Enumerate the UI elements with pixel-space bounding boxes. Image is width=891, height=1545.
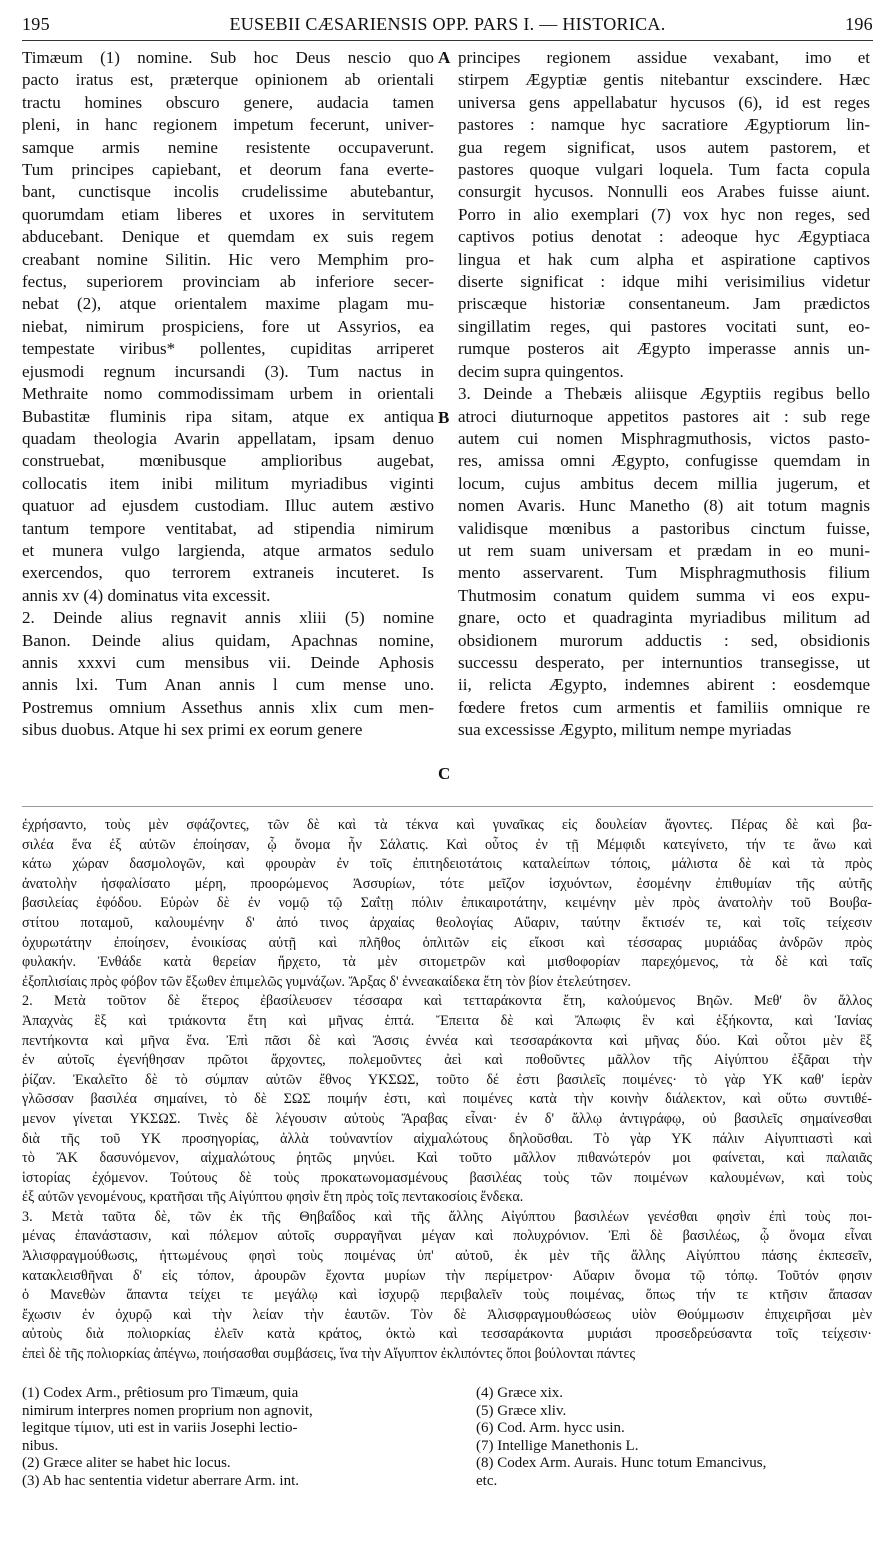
header-rule <box>22 40 873 41</box>
latin-text-line: Banon. Deinde alius quidam, Apachnas nomine, <box>22 630 434 650</box>
footnote-line: (4) Græce xix. <box>476 1385 564 1401</box>
latin-text-line: Timæum (1) nomine. Sub hoc Deus nescio quo <box>22 48 434 67</box>
page-number-right: 196 <box>845 13 873 34</box>
latin-text-line: pastores : namque hyc sacratiore Ægyptiorum lin- <box>458 115 870 135</box>
latin-text-line: obsidionem murorum adductis : sed, obsidionis <box>458 630 870 650</box>
latin-text-line: quatuor ad ejusdem custodiam. Illuc autem æstivo <box>22 496 434 516</box>
latin-text-line: sibus duobus. Atque hi sex primi ex eorum genere <box>22 720 363 740</box>
latin-text-line: Methraite nomo commodissimam urbem in orientali <box>22 384 434 404</box>
latin-text-line: nebat (2), atque orientalem maxime plagam mu- <box>22 294 434 314</box>
footnote-line: (7) Intellige Manethonis L. <box>476 1437 639 1454</box>
greek-text-line: τὸ ἌΚ δασυνόμενον, αἰχμαλώτους ῥητῶς μηνύει. Καὶ τοῦτο μᾶλλον πιθανώτερόν μοι φαίνεται, καὶ παλαιᾶς <box>22 1150 872 1167</box>
latin-text-line: pleni, in hanc regionem impetum fecerunt, univer- <box>22 115 434 135</box>
greek-text-line: γλῶσσαν βασιλέα σημαίνει, τὸ δὲ ΣΩΣ ποιμήν ἐστι, καὶ ποιμένες κατὰ τὴν κοινὴν διάλεκτον, καὶ οὕτω συντιθέ- <box>22 1091 872 1108</box>
latin-text-line: Porro in alio exemplari (7) vox hyc non reges, sed <box>458 204 870 224</box>
latin-text-line: ut rem suam universam et prædam in eo muni- <box>458 540 870 560</box>
greek-text-line: 2. Μετὰ τοῦτον δὲ ἕτερος ἐβασίλευσεν τέσσαρα καὶ τετταράκοντα ἔτη, καλούμενος Βηῶν. Μεθ' ὃν ἄλλος <box>22 993 872 1010</box>
latin-text-line: pastores quoque vulgari loquela. Tum facta copula <box>458 160 870 180</box>
latin-text-line: rumque posteros ait Ægypto imperasse annis un- <box>458 339 870 359</box>
greek-text-line: ἱστορίας ἐχόμενον. Τούτους δὲ τοὺς προκατωνομασμένους βασιλέας τοὺς τῶν ποιμένων καλουμένων, καὶ τοὺς <box>22 1169 872 1186</box>
latin-text-line: singillatim reges, qui pastores vocitati sunt, eo- <box>458 316 870 336</box>
footnote-line: (2) Græce aliter se habet hic locus. <box>22 1455 231 1472</box>
greek-text-line: πεντήκοντα καὶ μῆνα ἕνα. Ἐπὶ πᾶσι δὲ καὶ Ἄσσις ἐννέα καὶ τεσσαράκοντα καὶ μῆνας δύο. Καὶ οὗτοι μὲν ἓξ <box>22 1032 872 1049</box>
greek-text-line: ὁ Μανεθὼν ἅπαντα τείχει τε μεγάλῳ καὶ ἰσχυρῷ περιβαλεῖν τοὺς ποιμένας, ὅπως τήν τε κτῆσιν ἅπασαν <box>22 1287 872 1304</box>
latin-text-line: Thutmosim conatum quidem summa vi eos expu- <box>458 585 870 605</box>
latin-text-line: et munera vulgo largienda, atque armatos sedulo <box>22 540 434 560</box>
latin-text-line: abducebant. Denique et quemdam ex suis regem <box>22 227 434 247</box>
latin-text-line: Bubastitæ fluminis ripa sitam, atque ex antiqua <box>22 406 434 426</box>
greek-text-line: ῥίζαν. Ἐκαλεῖτο δὲ τὸ σύμπαν αὐτῶν ἔθνος ΥΚΣΩΣ, τοῦτο δέ ἐστι βασιλεῖς ποιμένες· τὸ γὰρ ΥΚ καθ' ἱερὰν <box>22 1071 872 1088</box>
latin-text-line: lingua et hak cum alpha et aspiratione captivos <box>458 249 870 269</box>
latin-text-line: captivos potius denotat : adeoque hyc Ægyptiaca <box>458 227 870 247</box>
greek-text-line: στίτου ποταμοῦ, καλουμένην δ' ἀπό τινος ἀρχαίας θεολογίας Αὔαριν, ταύτην ἔκτισέν τε, καὶ τοῖς τείχεσιν <box>22 914 872 931</box>
section-marker-b: B <box>438 408 450 427</box>
latin-text-line: annis lxi. Tum Anan annis l cum mense uno. <box>22 675 434 695</box>
latin-column-left <box>22 47 434 742</box>
latin-text-line: autem cui nomen Misphragmuthosis, victos pasto- <box>458 428 870 448</box>
greek-text-line: ἐχρήσαντο, τοὺς μὲν σφάζοντες, τῶν δὲ καὶ τὰ τέκνα καὶ γυναῖκας εἰς δουλείαν ἄγοντες. Πέρας δὲ καὶ βα- <box>22 817 872 833</box>
latin-text-line: exercendos, quo terrorem extraneis incuteret. Is <box>22 563 434 583</box>
greek-text-line: βασιλείας ἐφόδου. Εὑρὼν δὲ ἐν νομῷ τῷ Σαΐτῃ πόλιν ἐπικαιροτάτην, κειμένην μὲν πρὸς ἀνατολὴν τοῦ Βουβα- <box>22 895 872 912</box>
latin-text-line: Tum principes capiebant, et deorum fana everte- <box>22 160 434 180</box>
section-separator <box>22 806 873 807</box>
footnote-line: etc. <box>476 1472 498 1489</box>
latin-text-line: quadam theologia Avarin appellatam, ipsam denuo <box>22 428 434 448</box>
latin-column-right <box>458 47 870 742</box>
latin-text-line: tempestate viribus* pollentes, cupiditas arriperet <box>22 339 434 359</box>
latin-text-line: principes regionem assidue vexabant, imo et <box>458 48 870 67</box>
latin-text-line: bant, cunctisque incolis crudelissime abutebantur, <box>22 182 434 202</box>
greek-text-line: κατακλεισθῆναι δ' εἰς τόπον, ἀρουρῶν ἔχοντα μυρίων τὴν περίμετρον· Αὔαριν ὄνομα τῷ τόπῳ. Τοῦτόν φησιν <box>22 1267 872 1284</box>
latin-text-line: validisque mœnibus a pastoribus cinctum fuisse, <box>458 518 870 538</box>
latin-text-line: fœdere fretos cum armentis et familiis omnique re <box>458 697 870 717</box>
latin-text-line: mento asservarent. Tum Misphragmuthosis filium <box>458 563 870 583</box>
latin-text-line: ii, relicta Ægypto, indemnes abirent : eosdemque <box>458 675 870 695</box>
latin-text-line: creabant nomine Silitin. Hic vero Memphim pro- <box>22 249 434 269</box>
page-number-left: 195 <box>22 13 50 34</box>
footnote-line: (8) Codex Arm. Aurais. Hunc totum Emancivus, <box>476 1455 767 1472</box>
latin-text-line: samque armis nemine resistente occupaverunt. <box>22 137 434 157</box>
footnote-line: nimirum interpres nomen proprium non agnovit, <box>22 1402 313 1419</box>
footnote-line: (1) Codex Arm., prêtiosum pro Timæum, quia <box>22 1385 299 1401</box>
footnote-line: (6) Cod. Arm. hycc usin. <box>476 1420 625 1437</box>
greek-text-block <box>22 816 872 1365</box>
latin-text-line: pacto iratus est, præterque opinionem ab orientali <box>22 70 434 90</box>
latin-text-line: niebat, nimirum prospiciens, fore ut Assyrios, ea <box>22 316 434 336</box>
latin-text-line: annis xxxvi cum mensibus vii. Deinde Aphosis <box>22 652 434 672</box>
footnotes-left <box>22 1385 442 1491</box>
footnote-line: (5) Græce xliv. <box>476 1402 567 1419</box>
latin-text-line: sua excessisse Ægypto, militum nempe myriadas <box>458 720 792 740</box>
latin-text-line: nomen Avaris. Hunc Manetho (8) ait totum magnis <box>458 496 870 516</box>
greek-text-line: μενον γίνεται ΥΚΣΩΣ. Τινὲς δὲ λέγουσιν αὐτοὺς Ἄραβας εἶναι· ἐν δ' ἄλλῳ ἀντιγράφῳ, οὐ βασιλεῖς σημαίνεσθαι <box>22 1110 872 1127</box>
greek-text-line: Ἀλισφραγμούθωσις, ἡττωμένους φησὶ τοὺς ποιμένας ὑπ' αὐτοῦ, ἐκ μὲν τῆς ἄλλης Αἰγύπτου πάσης ἐκπεσεῖν, <box>22 1248 872 1265</box>
greek-text-line: ἐξοπλισίαις πρὸς φόβον τῶν ἔξωθεν ἐπιμελῶς γυμνάζων. Ἄρξας δ' ἐννεακαίδεκα ἔτη τὸν βίον ἐτελεύτησεν. <box>22 973 631 990</box>
latin-text-line: quorumdam etiam liberes et uxores in servitutem <box>22 204 434 224</box>
latin-text-line: gnare, octo et quadraginta myriadibus militum ad <box>458 608 870 628</box>
latin-text-line: res, amissa omni Ægypto, confugisse quemdam in <box>458 451 870 471</box>
greek-text-line: σιλέα ἕνα ἐξ αὐτῶν ἐποίησαν, ᾧ ὄνομα ἦν Σάλατις. Καὶ οὗτος ἐν τῇ Μέμφιδι κατεγίνετο, τήν τε ἄνω καὶ <box>22 836 872 853</box>
footnote-line: legitque τίμιον, uti est in variis Josephi lectio- <box>22 1420 298 1437</box>
greek-text-line: ἀνατολὴν ἠσφαλίσατο μέρη, προορώμενος Ἀσσυρίων, τότε μεῖζον ἰσχυόντων, ἐσομένην ἐπιθυμίαν τῆς αὐτῆς <box>22 875 872 892</box>
latin-text-line: diserte significat : idque mihi verisimilius videtur <box>458 272 870 292</box>
greek-text-line: ὀχυρωτάτην ἐποίησεν, ἐνοικίσας αὐτῇ καὶ πλῆθος ὁπλιτῶν εἰς εἴκοσι καὶ τέσσαρας μυριάδας ἀνδρῶν πρὸς <box>22 934 872 951</box>
greek-text-line: μένας ἐπανάστασιν, καὶ πόλεμον αὐτοῖς συρραγῆναι μέγαν καὶ πολυχρόνιον. Ἐπὶ δὲ βασιλέως, ᾧ ὄνομα εἶναι <box>22 1228 872 1245</box>
latin-text-line: annis xv (4) dominatus vita excessit. <box>22 585 271 605</box>
greek-text-line: ἐν αὐτοῖς ἐγενήθησαν πρῶτοι ἄρχοντες, πολεμοῦντες ἀεὶ καὶ ποθοῦντες μᾶλλον τῆς Αἰγύπτου ἐξᾶραι τὴν <box>22 1052 872 1069</box>
footnote-line: nibus. <box>22 1437 59 1454</box>
running-title: EUSEBII CÆSARIENSIS OPP. PARS I. — HISTORICA. <box>229 13 666 34</box>
latin-text-line: locum, cujus ambitus decem millia jugerum, et <box>458 473 870 493</box>
section-marker-a: A <box>438 48 451 67</box>
greek-text-line: Ἀπαχνὰς ἓξ καὶ τριάκοντα ἔτη καὶ μῆνας ἑπτά. Ἔπειτα δὲ καὶ Ἄπωφις ἓν καὶ ἑξήκοντα, καὶ Ἰανίας <box>22 1012 872 1029</box>
latin-text-line: tractu homines obscuro genere, audacia tamen <box>22 92 434 112</box>
running-head <box>22 10 873 38</box>
latin-text-line: universa gens appellabatur hycusos (6), id est reges <box>458 92 870 112</box>
footnote-line: (3) Ab hac sententia videtur aberrare Arm. int. <box>22 1472 299 1489</box>
latin-text-line: stirpem Ægyptiæ gentis nitebantur exscindere. Hæc <box>458 70 870 90</box>
latin-text-line: collocatis item inibi militum myriadibus viginti <box>22 473 434 493</box>
greek-text-line: διὰ τῆς τοῦ ΥΚ προσηγορίας, ἀλλὰ τοὐναντίον αἰχμαλώτους δηλοῦσθαι. Τὸ γὰρ ΥΚ πάλιν Αἰγυπτιαστὶ καὶ <box>22 1130 872 1147</box>
latin-text-line: gua regem significat, usos autem pastorem, et <box>458 137 870 157</box>
latin-text-line: construebat, mœnibusque amplioribus augebat, <box>22 451 434 471</box>
greek-text-line: 3. Μετὰ ταῦτα δὲ, τῶν ἐκ τῆς Θηβαΐδος καὶ τῆς ἄλλης Αἰγύπτου βασιλέων γενέσθαι φησὶν ἐπὶ τοὺς ποι- <box>22 1208 872 1225</box>
latin-text-line: decim supra quingentos. <box>458 361 624 381</box>
latin-text-line: 2. Deinde alius regnavit annis xliii (5) nomine <box>22 608 434 628</box>
latin-text-line: successu desperato, per internuntios transegisse, ut <box>458 652 870 672</box>
latin-text-line: tantum tempore ventitabat, ad stipendia nimirum <box>22 518 434 538</box>
latin-text-line: Postremus omnium Assethus annis xlix cum men- <box>22 697 434 717</box>
greek-text-line: ἐπεὶ δὲ τῆς πολιορκίας ἀπέγνω, ποιήσασθαι συμβάσεις, ἵνα τὴν Αἴγυπτον ἐκλιπόντες ὅποι βούλονται πάντες <box>22 1346 636 1363</box>
greek-text-line: φυλακήν. Ἐνθάδε κατὰ θερείαν ἤρχετο, τὰ μὲν σιτομετρῶν καὶ μισθοφορίαν παρεχόμενος, τὰ δὲ καὶ ταῖς <box>22 954 872 971</box>
greek-text-line: κάτω χώραν δασμολογῶν, καὶ φρουρὰν ἐν τοῖς ἐπιτηδειοτάτοις καταλείπων τόποις, μάλιστα δὲ καὶ τὰ πρὸς <box>22 856 872 873</box>
latin-text-line: consurgit hycusos. Nonnulli eos Arabes fuisse aiunt. <box>458 182 870 202</box>
latin-text-line: atroci diuturnoque appetitos pastores ait : sub rege <box>458 406 870 426</box>
greek-text-line: ἐξ αὐτῶν γενομένους, κρατῆσαι τῆς Αἰγύπτου φησὶν ἔτη πρὸς τοῖς πεντακοσίοις ἕνδεκα. <box>22 1189 524 1206</box>
greek-text-line: αὐτοὺς διὰ πολιορκίας ἑλεῖν κατὰ κράτος, ὀκτὼ καὶ τεσσαράκοντα μυριάσι προσεδρεύσαντα τοῖς τείχεσιν· <box>22 1326 872 1343</box>
latin-text-line: priscæque historiæ consentaneum. Jam prædictos <box>458 294 870 314</box>
latin-text-line: fectus, superiorem provinciam ab inferiore secer- <box>22 272 434 292</box>
greek-text-line: ἔχωσιν ἐν ὀχυρῷ καὶ τὴν λείαν τὴν ἑαυτῶν. Τὸν δὲ Ἀλισφραγμουθώσεως υἱὸν Θούμμωσιν ἐπιχειρῆσαι μὲν <box>22 1306 872 1323</box>
latin-text-line: 3. Deinde a Thebæis aliisque Ægyptiis regibus bello <box>458 384 870 404</box>
section-marker-c: C <box>438 764 451 783</box>
footnotes-right <box>476 1385 876 1491</box>
latin-text-line: ejusmodi regnum incursandi (3). Tum nactus in <box>22 361 434 381</box>
